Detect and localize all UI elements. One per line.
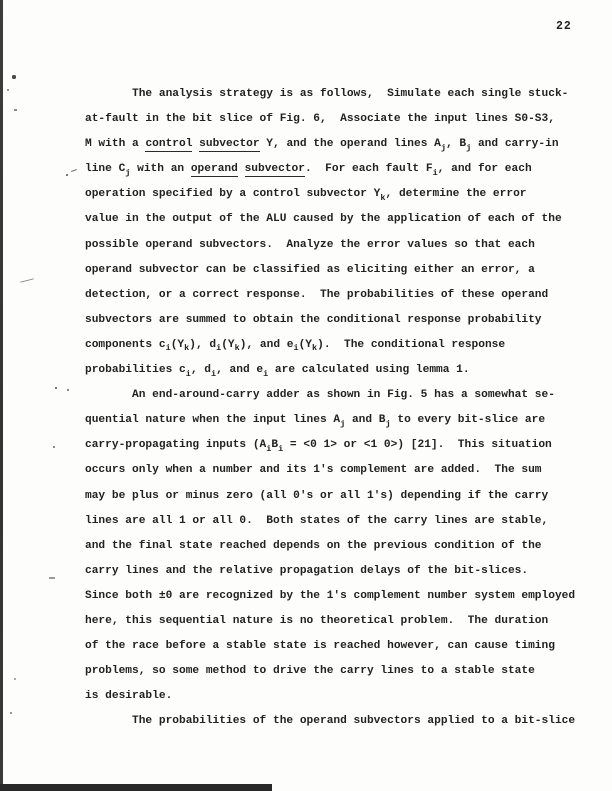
text-line: quential nature when the input lines $A_j$ and $B_j$ to every bit-slice are (85, 414, 546, 429)
text-line: lines are all 1 or all 0. Both states of the carry lines are stable, (85, 514, 549, 527)
text-line: The analysis strategy is as follows, Simulate each single stuck- (85, 88, 569, 100)
scan-speck (55, 387, 57, 389)
text-line: carry lines and the relative propagation delays of the bit-slices. (85, 564, 529, 577)
text-line: detection, or a correct response. The probabilities of these operand (85, 288, 549, 301)
text-line: at-fault in the bit slice of Fig. 6, Associate the input lines S0-S3, (85, 113, 555, 126)
scan-speck (12, 75, 16, 79)
text-line: is desirable. (85, 690, 173, 703)
scan-speck (49, 577, 55, 579)
scan-speck (66, 174, 68, 176)
text-line: occurs only when a number and its 1's complement are added. The sum (85, 464, 542, 477)
text-line: here, this sequential nature is no theoretical problem. The duration (85, 614, 549, 627)
scan-speck (67, 389, 69, 391)
text-line: carry-propagating inputs ($A_iB_i = <0$ 1> or <1 0>) [21]. This situation (85, 439, 552, 454)
scan-edge-left (0, 0, 3, 785)
text-line: Since both ±0 are recognized by the 1's complement number system employed (85, 589, 576, 602)
scan-speck (10, 712, 12, 714)
text-line: An end-around-carry adder as shown in Fig. 5 has a somewhat se- (85, 389, 555, 402)
text-line: probabilities $c_i$, $d_i$, and $e_i$ are calculated using lemma 1. (85, 364, 470, 379)
text-line: components $c_i(Y_k)$, $d_i(Y_k)$, and $e_i(Y_k)$. The conditional response (85, 338, 506, 354)
scan-speck (14, 109, 17, 111)
scan-speck (20, 278, 34, 282)
page-body (85, 82, 597, 734)
text-line: The probabilities of the operand subvectors applied to a bit-slice (85, 715, 576, 728)
page-number: 22 (556, 20, 572, 33)
text-line: possible operand subvectors. Analyze the error values so that each (85, 238, 535, 251)
text-line: line $C_j$ with an operand subvector. For each fault $F_i$, and for each (85, 163, 532, 178)
scan-speck (71, 169, 77, 172)
text-line: value in the output of the ALU caused by the application of each of the (85, 213, 562, 226)
text-line: operation specified by a control subvector $Y_k$, determine the error (85, 188, 527, 203)
text-line: of the race before a stable state is reached however, can cause timing (85, 640, 555, 653)
scan-edge-bottom (0, 784, 272, 791)
text-line: problems, so some method to drive the carry lines to a stable state (85, 665, 535, 678)
text-line: M with a control subvector Y, and the operand lines $A_j$, $B_j$ and carry-in (85, 138, 559, 153)
text-line: and the final state reached depends on the previous condition of the (85, 539, 542, 552)
text-line: subvectors are summed to obtain the conditional response probability (85, 313, 542, 326)
scan-speck (7, 89, 9, 91)
scan-speck (14, 678, 16, 680)
scan-speck (53, 446, 55, 448)
text-line: operand subvector can be classified as eliciting either an error, a (85, 263, 535, 276)
text-line: may be plus or minus zero (all 0's or all 1's) depending if the carry (85, 489, 549, 502)
